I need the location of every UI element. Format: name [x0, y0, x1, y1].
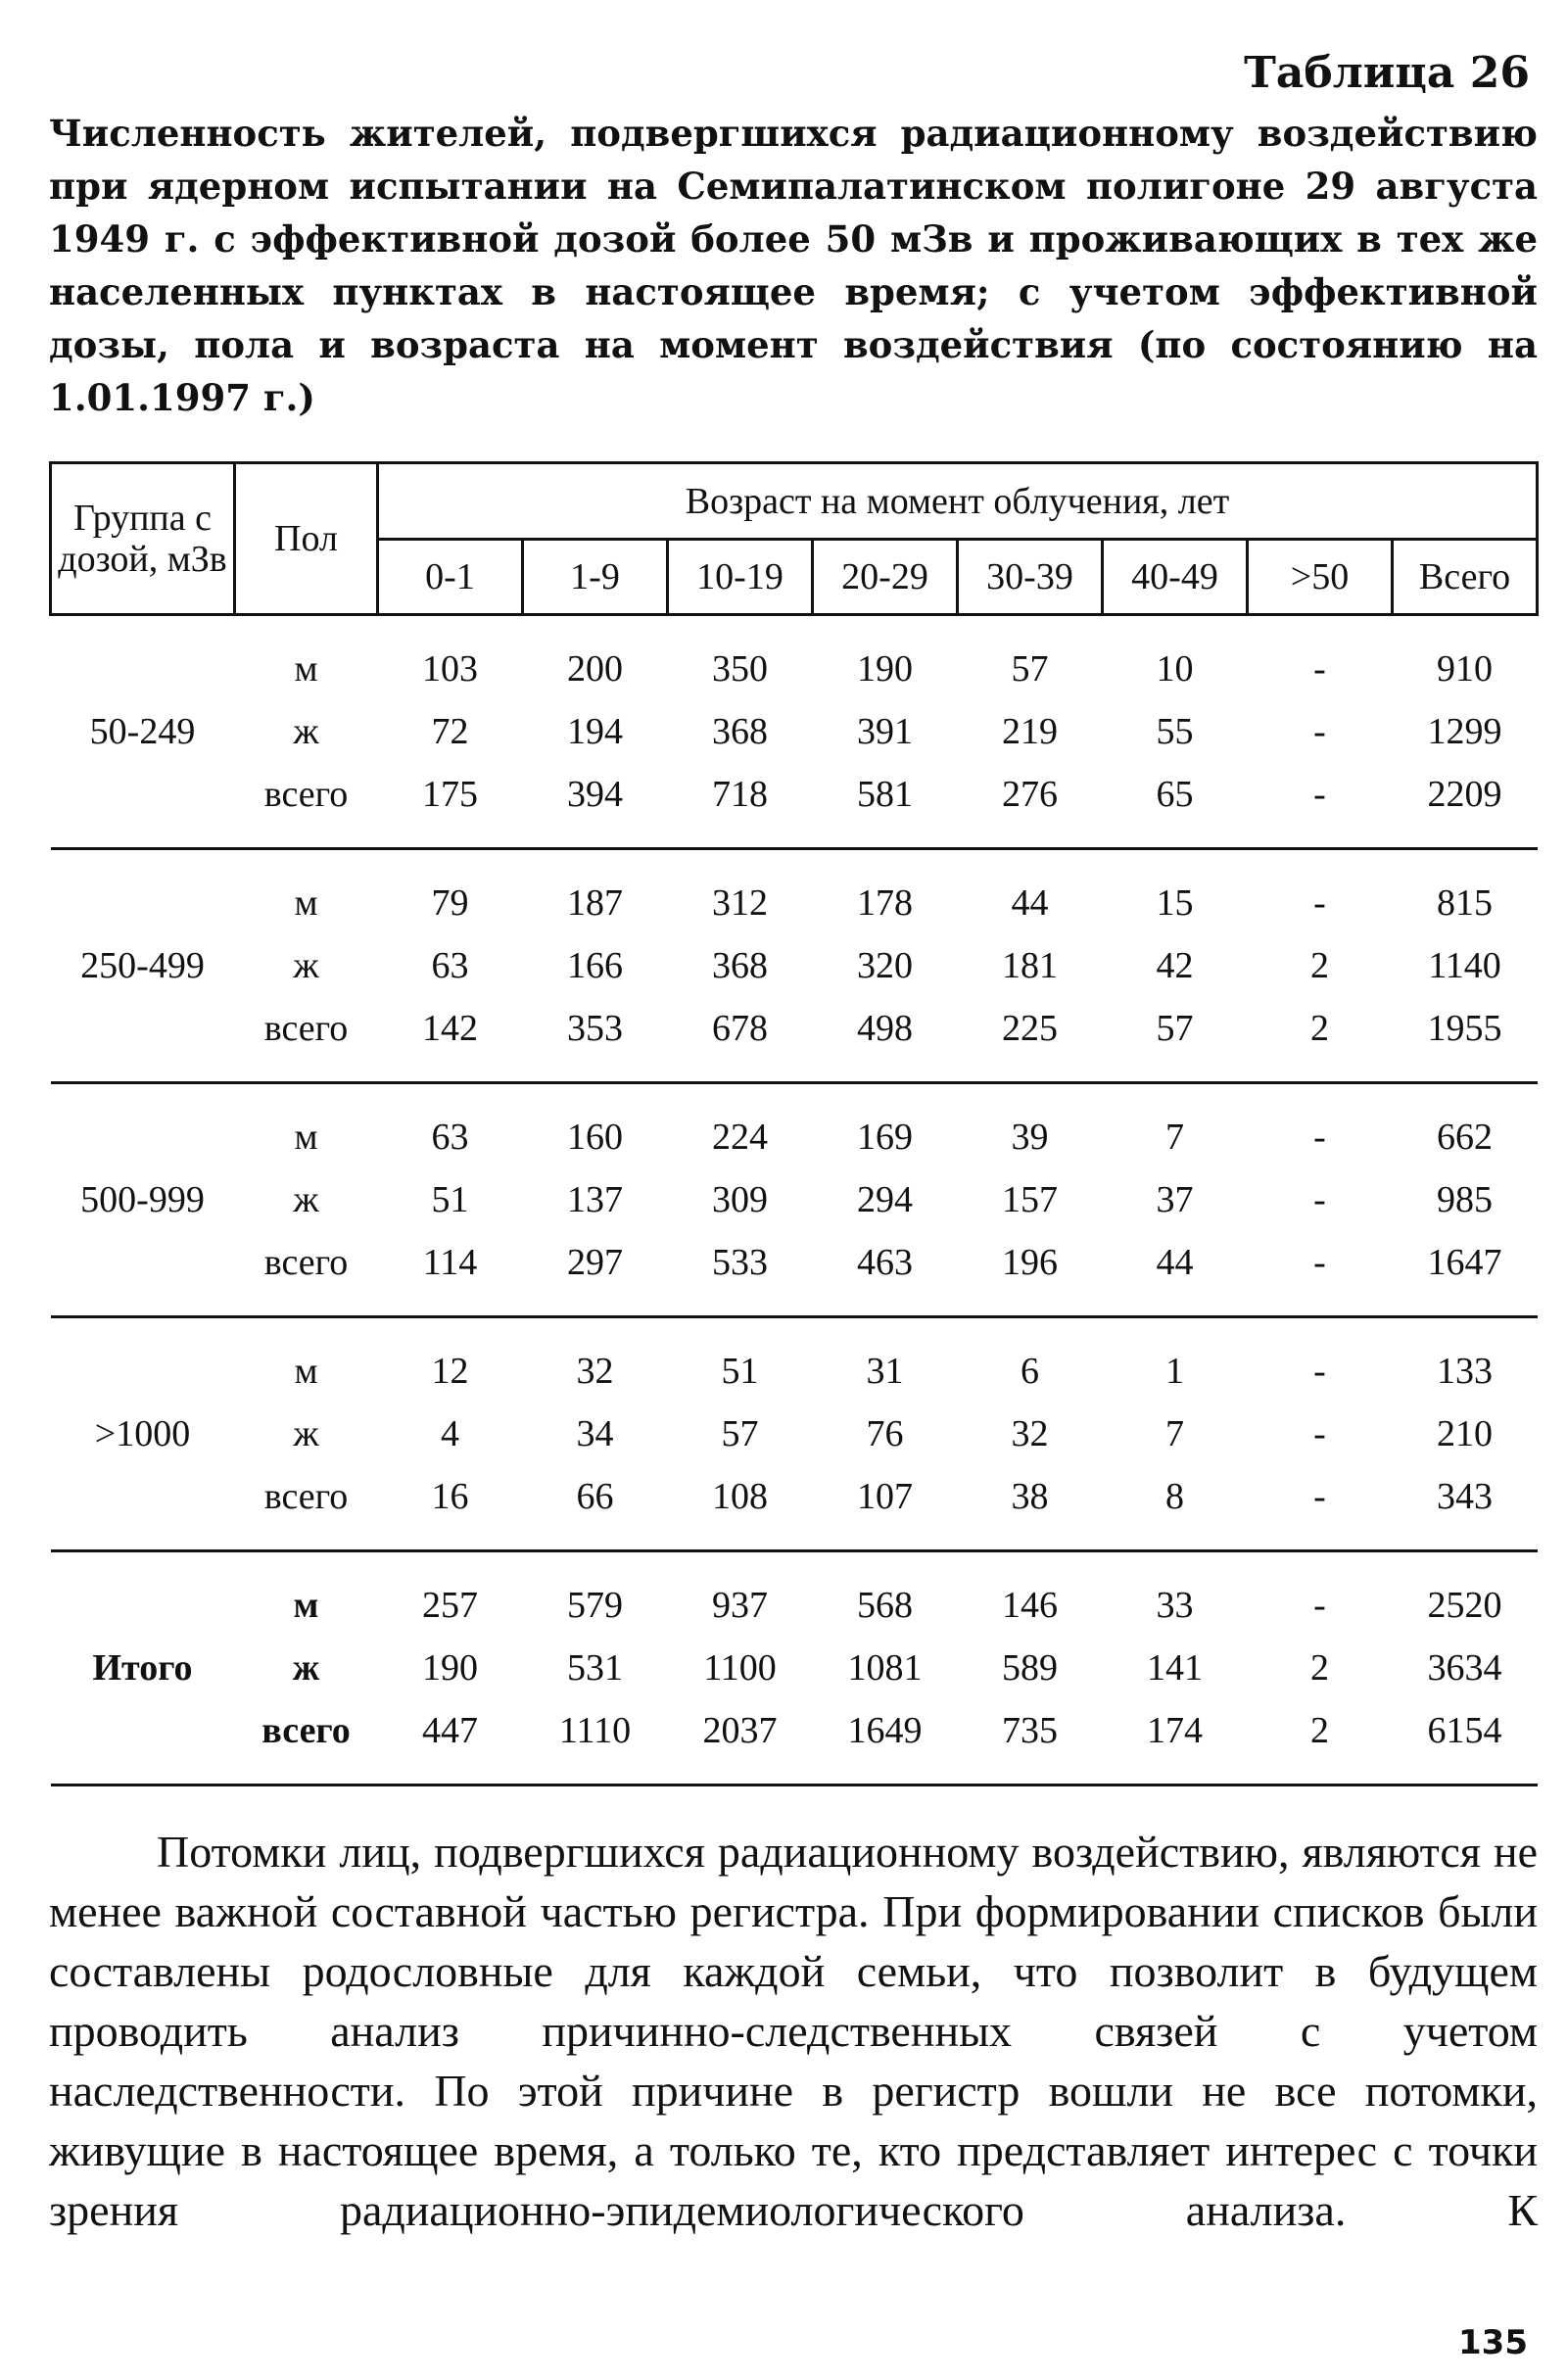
value-cell: 175 — [422, 774, 478, 815]
value-cell: 910 — [1437, 648, 1493, 690]
value-cell: 44 — [1156, 1242, 1194, 1283]
value-cell: 2209 — [1427, 774, 1502, 815]
value-cell: - — [1313, 1585, 1326, 1626]
group-divider — [51, 1784, 1538, 1785]
table-row — [51, 1340, 1538, 1403]
table-row — [51, 934, 1538, 997]
sex-cell: м — [294, 1351, 318, 1392]
value-cell: 210 — [1437, 1413, 1493, 1454]
value-cell: 12 — [431, 1351, 469, 1392]
sex-cell: м — [294, 882, 318, 924]
value-cell: 3634 — [1427, 1647, 1502, 1689]
header-age-col: 40-49 — [1103, 540, 1248, 615]
value-cell: 57 — [721, 1413, 759, 1454]
value-cell: 257 — [422, 1585, 478, 1626]
table-row — [51, 763, 1538, 826]
value-cell: 141 — [1147, 1647, 1203, 1689]
value-cell: 4 — [441, 1413, 459, 1454]
value-cell: 320 — [857, 945, 913, 986]
value-cell: 194 — [567, 711, 623, 752]
value-cell: - — [1313, 711, 1326, 752]
header-age-col: Всего — [1393, 540, 1538, 615]
value-cell: 178 — [857, 882, 913, 924]
value-cell: 2037 — [702, 1710, 778, 1751]
value-cell: 190 — [857, 648, 913, 690]
sex-cell: м — [294, 1117, 318, 1158]
value-cell: 38 — [1011, 1476, 1049, 1517]
value-cell: 312 — [712, 882, 768, 924]
value-cell: 353 — [567, 1008, 623, 1049]
value-cell: 15 — [1156, 882, 1194, 924]
value-cell: 108 — [712, 1476, 768, 1517]
value-cell: - — [1313, 1117, 1326, 1158]
table-row — [51, 1465, 1538, 1528]
dose-group-label: 250-499 — [80, 945, 205, 986]
value-cell: 1299 — [1427, 711, 1502, 752]
value-cell: 7 — [1165, 1117, 1184, 1158]
page-number: 135 — [1458, 2323, 1528, 2362]
sex-cell: всего — [263, 1476, 349, 1517]
table-row — [51, 1168, 1538, 1231]
value-cell: 224 — [712, 1117, 768, 1158]
value-cell: 66 — [576, 1476, 614, 1517]
value-cell: - — [1313, 774, 1326, 815]
value-cell: 1140 — [1428, 945, 1501, 986]
value-cell: 79 — [431, 882, 469, 924]
table-row — [51, 638, 1538, 700]
sex-cell: ж — [293, 1179, 319, 1220]
dose-group-label: Итого — [92, 1647, 193, 1689]
header-age-col: 10-19 — [668, 540, 813, 615]
value-cell: 39 — [1011, 1117, 1049, 1158]
value-cell: 187 — [567, 882, 623, 924]
value-cell: 57 — [1156, 1008, 1194, 1049]
value-cell: 309 — [712, 1179, 768, 1220]
value-cell: 815 — [1437, 882, 1493, 924]
value-cell: 2 — [1310, 945, 1329, 986]
table-row — [51, 1403, 1538, 1465]
value-cell: 181 — [1002, 945, 1058, 986]
value-cell: 6154 — [1427, 1710, 1502, 1751]
table-label: Таблица 26 — [1244, 48, 1530, 98]
table-row — [51, 997, 1538, 1060]
value-cell: 34 — [576, 1413, 614, 1454]
value-cell: 297 — [567, 1242, 623, 1283]
value-cell: 937 — [712, 1585, 768, 1626]
value-cell: - — [1313, 1476, 1326, 1517]
value-cell: 579 — [567, 1585, 623, 1626]
value-cell: 368 — [712, 711, 768, 752]
value-cell: 219 — [1002, 711, 1058, 752]
sex-cell: всего — [263, 1242, 349, 1283]
value-cell: 8 — [1165, 1476, 1184, 1517]
value-cell: 343 — [1437, 1476, 1493, 1517]
value-cell: 63 — [431, 1117, 469, 1158]
value-cell: 200 — [567, 648, 623, 690]
value-cell: 63 — [431, 945, 469, 986]
body-paragraph: Потомки лиц, подвергшихся радиационному воздействию, являются не менее важной составной частью регистра. При формировании списков были составлены родословные для каждой семьи, что позволит в будущем проводить анализ причинно-следственных связей с учетом наследственности. По этой причине в регистр вошли не все потомки, живущие в настоящее время, а только те, кто представляет интерес с точки зрения радиационно-эпидемиологического анализа. К — [49, 1827, 1538, 2235]
table-caption: Численность жителей, подвергшихся радиационному воздействию при ядерном испытании на Семипалатинском полигоне 29 августа 1949 г. с эффективной дозой более 50 мЗв и проживающих в тех же населенных пунктах в настоящее время; с учетом эффективной дозы, пола и возраста на момент воздействия (по состоянию на 1.01.1997 г.) — [49, 112, 1538, 419]
data-table — [49, 461, 1539, 1786]
value-cell: 32 — [1011, 1413, 1049, 1454]
value-cell: 51 — [431, 1179, 469, 1220]
value-cell: - — [1313, 648, 1326, 690]
value-cell: 160 — [567, 1117, 623, 1158]
value-cell: 196 — [1002, 1242, 1058, 1283]
value-cell: 531 — [567, 1647, 623, 1689]
value-cell: 6 — [1021, 1351, 1039, 1392]
value-cell: 735 — [1002, 1710, 1058, 1751]
value-cell: - — [1313, 882, 1326, 924]
value-cell: - — [1313, 1242, 1326, 1283]
sex-cell: ж — [293, 711, 319, 752]
value-cell: 42 — [1156, 945, 1194, 986]
value-cell: 391 — [857, 711, 913, 752]
value-cell: 1110 — [558, 1710, 632, 1751]
value-cell: 137 — [567, 1179, 623, 1220]
value-cell: 107 — [857, 1476, 913, 1517]
value-cell: 368 — [712, 945, 768, 986]
value-cell: 142 — [422, 1008, 478, 1049]
value-cell: 146 — [1002, 1585, 1058, 1626]
value-cell: 1955 — [1427, 1008, 1502, 1049]
value-cell: 276 — [1002, 774, 1058, 815]
value-cell: 498 — [857, 1008, 913, 1049]
value-cell: 2 — [1310, 1710, 1329, 1751]
dose-group-label: 500-999 — [80, 1179, 205, 1220]
value-cell: 718 — [712, 774, 768, 815]
sex-cell: ж — [293, 1413, 319, 1454]
value-cell: 662 — [1437, 1117, 1493, 1158]
value-cell: 33 — [1156, 1585, 1194, 1626]
value-cell: - — [1313, 1413, 1326, 1454]
value-cell: 16 — [431, 1476, 469, 1517]
sex-cell: м — [293, 1585, 319, 1626]
value-cell: 76 — [866, 1413, 904, 1454]
value-cell: 294 — [857, 1179, 913, 1220]
value-cell: 581 — [857, 774, 913, 815]
value-cell: 133 — [1437, 1351, 1493, 1392]
page — [49, 44, 1538, 2240]
value-cell: 166 — [567, 945, 623, 986]
value-cell: 463 — [857, 1242, 913, 1283]
value-cell: 985 — [1437, 1179, 1493, 1220]
table-row — [51, 700, 1538, 763]
value-cell: 169 — [857, 1117, 913, 1158]
sex-cell: всего — [263, 1008, 349, 1049]
value-cell: 10 — [1156, 648, 1194, 690]
value-cell: 44 — [1011, 882, 1049, 924]
table-row — [51, 1574, 1538, 1637]
value-cell: 447 — [422, 1710, 478, 1751]
value-cell: - — [1313, 1351, 1326, 1392]
value-cell: 1649 — [847, 1710, 923, 1751]
table-row — [51, 872, 1538, 934]
value-cell: 31 — [866, 1351, 904, 1392]
header-age: Возраст на момент облучения, лет — [378, 463, 1538, 540]
value-cell: 174 — [1147, 1710, 1203, 1751]
value-cell: 7 — [1165, 1413, 1184, 1454]
value-cell: 568 — [857, 1585, 913, 1626]
header-age-col: 20-29 — [813, 540, 958, 615]
value-cell: 1647 — [1427, 1242, 1502, 1283]
value-cell: 2520 — [1427, 1585, 1502, 1626]
value-cell: 225 — [1002, 1008, 1058, 1049]
dose-group-label: 50-249 — [89, 711, 196, 752]
value-cell: 1081 — [847, 1647, 923, 1689]
table-row — [51, 1699, 1538, 1762]
value-cell: 678 — [712, 1008, 768, 1049]
value-cell: 103 — [422, 648, 478, 690]
table-row — [51, 1231, 1538, 1294]
value-cell: 32 — [576, 1351, 614, 1392]
value-cell: - — [1313, 1179, 1326, 1220]
value-cell: 72 — [431, 711, 469, 752]
value-cell: 2 — [1310, 1008, 1329, 1049]
header-age-col: 30-39 — [958, 540, 1103, 615]
value-cell: 589 — [1002, 1647, 1058, 1689]
value-cell: 37 — [1156, 1179, 1194, 1220]
value-cell: 533 — [712, 1242, 768, 1283]
sex-cell: м — [294, 648, 318, 690]
header-dose-group: Группа с дозой, мЗв — [51, 463, 235, 615]
sex-cell: всего — [263, 774, 349, 815]
value-cell: 65 — [1156, 774, 1194, 815]
table-row — [51, 1106, 1538, 1168]
table-row — [51, 1637, 1538, 1699]
value-cell: 190 — [422, 1647, 478, 1689]
value-cell: 350 — [712, 648, 768, 690]
header-age-col: 1-9 — [523, 540, 668, 615]
value-cell: 57 — [1011, 648, 1049, 690]
value-cell: 1100 — [703, 1647, 777, 1689]
value-cell: 157 — [1002, 1179, 1058, 1220]
value-cell: 55 — [1156, 711, 1194, 752]
value-cell: 51 — [721, 1351, 759, 1392]
value-cell: 114 — [422, 1242, 478, 1283]
sex-cell: всего — [261, 1710, 351, 1751]
header-age-col: >50 — [1248, 540, 1393, 615]
sex-cell: ж — [292, 1647, 320, 1689]
sex-cell: ж — [293, 945, 319, 986]
value-cell: 394 — [567, 774, 623, 815]
value-cell: 2 — [1310, 1647, 1329, 1689]
value-cell: 1 — [1165, 1351, 1184, 1392]
header-sex: Пол — [235, 463, 378, 615]
dose-group-label: >1000 — [94, 1413, 191, 1454]
header-age-col: 0-1 — [378, 540, 523, 615]
